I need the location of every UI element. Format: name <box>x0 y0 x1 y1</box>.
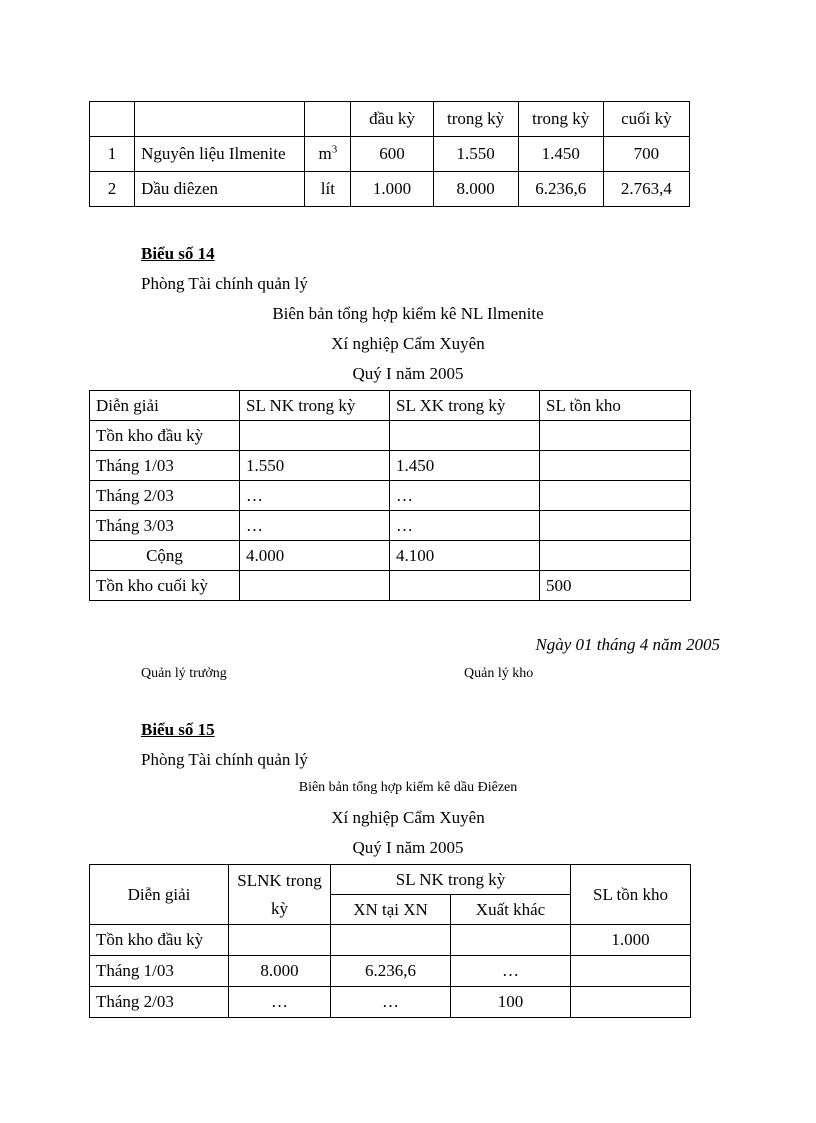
header-cell <box>90 102 135 137</box>
value-cell: 1.550 <box>240 451 390 481</box>
value-cell: … <box>390 511 540 541</box>
value-cell <box>390 421 540 451</box>
value-cell: … <box>240 511 390 541</box>
row-label: Tồn kho đầu kỳ <box>90 421 240 451</box>
item-name: Nguyên liệu Ilmenite <box>135 137 305 172</box>
unit-cell <box>305 137 351 172</box>
header-cell: SL XK trong kỳ <box>390 391 540 421</box>
header-description: Diễn giải <box>90 865 229 925</box>
unit-cell: lít <box>305 172 351 207</box>
header-cell: SL NK trong kỳ <box>240 391 390 421</box>
header-slnk <box>229 865 331 925</box>
value-cell: 1.450 <box>518 137 603 172</box>
value-cell <box>451 925 571 956</box>
unit-base: m <box>318 144 332 163</box>
header-sub-other: Xuất khác <box>451 895 571 925</box>
table-row <box>90 511 691 541</box>
value-cell: 500 <box>540 571 691 601</box>
value-cell: 100 <box>451 987 571 1018</box>
table-row <box>90 172 690 207</box>
header-cell: cuối kỳ <box>603 102 689 137</box>
value-cell: 4.000 <box>240 541 390 571</box>
table-header-row <box>90 102 690 137</box>
table-row <box>90 481 691 511</box>
section-15-title: Biên bản tổng hợp kiểm kê dầu Điêzen <box>298 780 518 795</box>
header-slnk-line1: SLNK trong <box>237 870 322 890</box>
section-15-department: Phòng Tài chính quản lý <box>141 750 308 769</box>
header-slnk-line2: kỳ <box>271 898 288 918</box>
value-cell: 6.236,6 <box>331 956 451 987</box>
section-14-company: Xí nghiệp Cẩm Xuyên <box>331 334 485 353</box>
header-stock: SL tồn kho <box>571 865 691 925</box>
value-cell: 6.236,6 <box>518 172 603 207</box>
header-cell: trong kỳ <box>433 102 518 137</box>
table-row <box>90 987 691 1018</box>
header-sub-internal: XN tại XN <box>331 895 451 925</box>
value-cell: … <box>390 481 540 511</box>
item-name: Dầu diêzen <box>135 172 305 207</box>
value-cell: … <box>240 481 390 511</box>
value-cell: 2.763,4 <box>603 172 689 207</box>
table-header-row <box>90 865 691 895</box>
header-cell <box>135 102 305 137</box>
section-15-heading: Biểu số 15 <box>141 720 215 739</box>
value-cell: 1.000 <box>351 172 433 207</box>
table-header-row <box>90 391 691 421</box>
table-row <box>90 421 691 451</box>
row-number: 1 <box>90 137 135 172</box>
value-cell: … <box>331 987 451 1018</box>
table-row <box>90 451 691 481</box>
row-label: Tồn kho cuối kỳ <box>90 571 240 601</box>
value-cell: 600 <box>351 137 433 172</box>
table-row <box>90 541 691 571</box>
value-cell <box>240 571 390 601</box>
section-14-heading: Biểu số 14 <box>141 244 215 263</box>
document-date: Ngày 01 tháng 4 năm 2005 <box>535 635 720 654</box>
signature-manager: Quản lý trưởng <box>141 666 227 681</box>
inventory-summary-table <box>89 101 690 207</box>
row-label: Tháng 2/03 <box>90 987 229 1018</box>
value-cell <box>571 987 691 1018</box>
unit-superscript: 3 <box>331 143 338 156</box>
table-row <box>90 925 691 956</box>
value-cell <box>540 481 691 511</box>
value-cell <box>331 925 451 956</box>
value-cell <box>540 451 691 481</box>
section-14-department: Phòng Tài chính quản lý <box>141 274 308 293</box>
row-label: Tháng 2/03 <box>90 481 240 511</box>
value-cell <box>540 541 691 571</box>
header-cell <box>305 102 351 137</box>
value-cell: 1.550 <box>433 137 518 172</box>
section-15-company: Xí nghiệp Cẩm Xuyên <box>331 808 485 827</box>
value-cell: 8.000 <box>433 172 518 207</box>
table-row <box>90 137 690 172</box>
header-cell: Diễn giải <box>90 391 240 421</box>
row-label: Cộng <box>90 541 240 571</box>
ilmenite-inventory-table <box>89 390 691 601</box>
value-cell <box>390 571 540 601</box>
value-cell: 8.000 <box>229 956 331 987</box>
table-row <box>90 956 691 987</box>
row-number: 2 <box>90 172 135 207</box>
header-cell: SL tồn kho <box>540 391 691 421</box>
header-group: SL NK trong kỳ <box>331 865 571 895</box>
value-cell <box>240 421 390 451</box>
header-cell: trong kỳ <box>518 102 603 137</box>
row-label: Tháng 3/03 <box>90 511 240 541</box>
row-label: Tồn kho đầu kỳ <box>90 925 229 956</box>
diesel-inventory-table <box>89 864 691 1018</box>
value-cell <box>571 956 691 987</box>
section-15-period: Quý I năm 2005 <box>352 838 464 857</box>
section-14-period: Quý I năm 2005 <box>352 364 464 383</box>
row-label: Tháng 1/03 <box>90 451 240 481</box>
value-cell: … <box>451 956 571 987</box>
value-cell: 700 <box>603 137 689 172</box>
table-row <box>90 571 691 601</box>
value-cell <box>229 925 331 956</box>
section-14-title: Biên bản tổng hợp kiểm kê NL Ilmenite <box>272 304 544 323</box>
value-cell: 4.100 <box>390 541 540 571</box>
value-cell: 1.450 <box>390 451 540 481</box>
row-label: Tháng 1/03 <box>90 956 229 987</box>
value-cell <box>540 421 691 451</box>
value-cell <box>540 511 691 541</box>
value-cell: 1.000 <box>571 925 691 956</box>
signature-warehouse: Quản lý kho <box>464 666 534 681</box>
value-cell: … <box>229 987 331 1018</box>
header-cell: đầu kỳ <box>351 102 433 137</box>
